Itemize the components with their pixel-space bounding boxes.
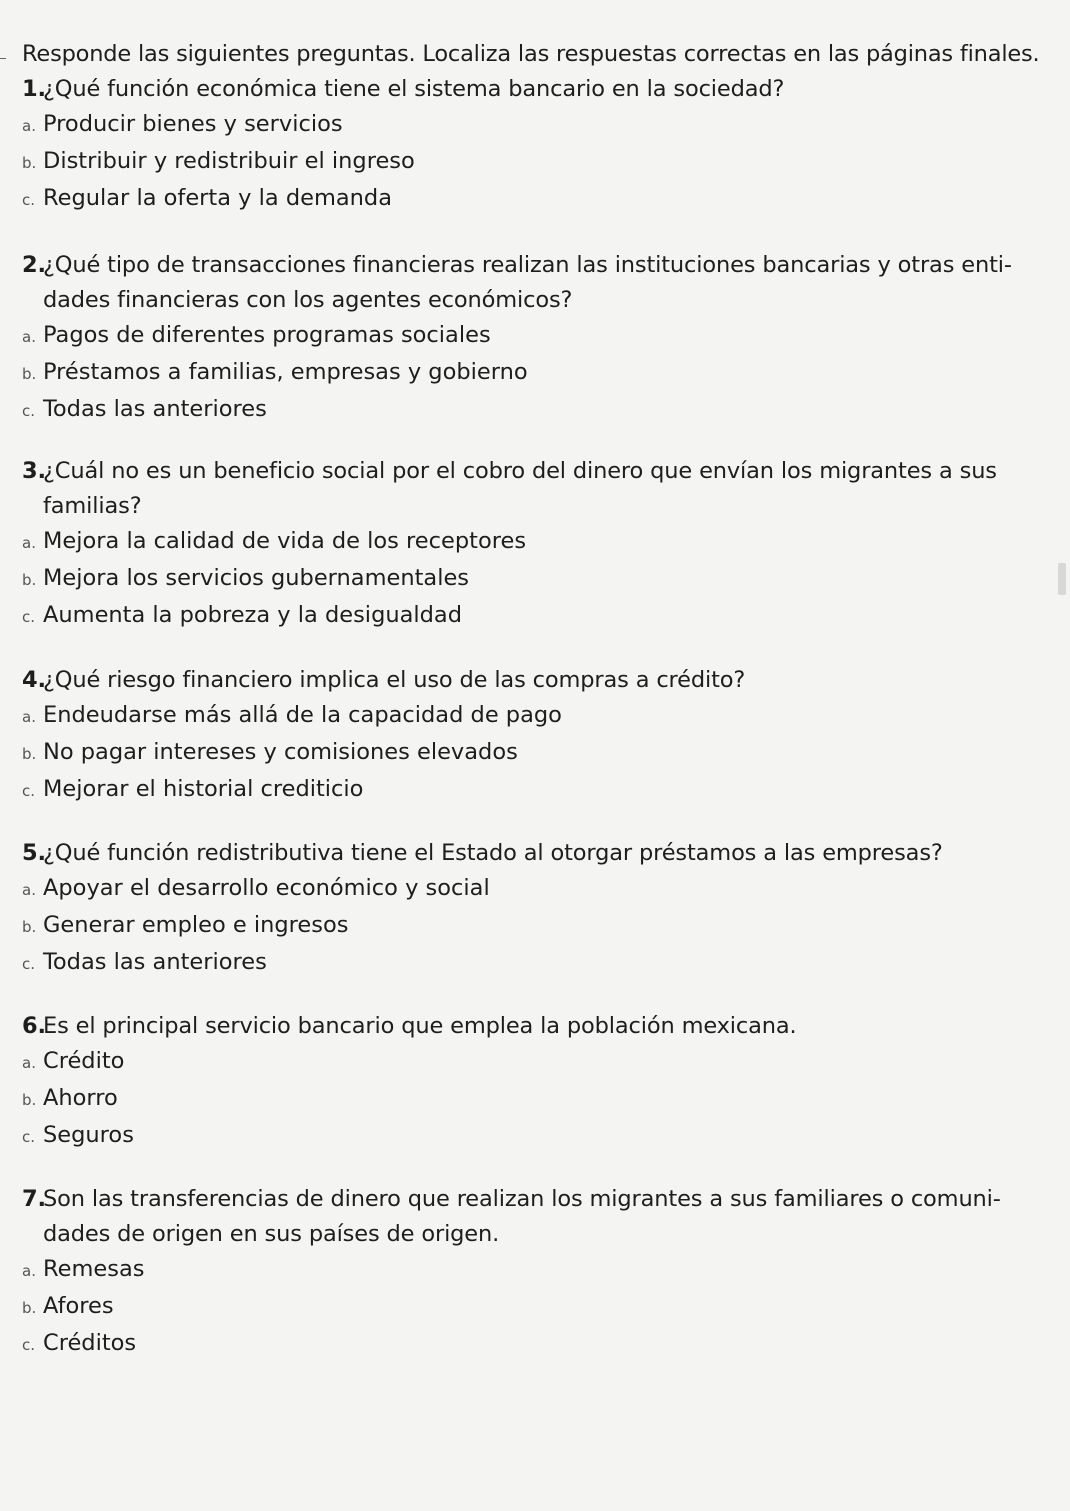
question-7-number: 7. (22, 1186, 46, 1212)
option-letter: a. (22, 708, 36, 726)
question-6 (22, 1009, 1062, 1155)
question-2-line-1 (22, 248, 1062, 283)
option-letter: b. (22, 365, 37, 383)
question-7-text: Son las transferencias de dinero que realizan los migrantes a sus familiares o comuni- (43, 1186, 1001, 1212)
option-letter: b. (22, 154, 37, 172)
question-1-option-c (22, 181, 1062, 218)
option-text: Producir bienes y servicios (43, 111, 343, 137)
question-6-option-b (22, 1081, 1062, 1118)
option-text: Aumenta la pobreza y la desigualdad (43, 602, 462, 628)
question-7-line-1 (22, 1182, 1062, 1217)
question-7-option-a (22, 1252, 1062, 1289)
option-text: Todas las anteriores (43, 949, 267, 975)
option-text: Seguros (43, 1122, 134, 1148)
question-2-text: ¿Qué tipo de transacciones financieras realizan las instituciones bancarias y otras enti- (43, 252, 1012, 278)
question-5-option-a (22, 871, 1062, 908)
question-4-option-b (22, 735, 1062, 772)
question-4-option-a (22, 698, 1062, 735)
question-4-number: 4. (22, 667, 46, 693)
question-3-text: ¿Cuál no es un beneficio social por el cobro del dinero que envían los migrantes a sus (43, 458, 997, 484)
question-4-option-c (22, 772, 1062, 809)
question-3-option-a (22, 524, 1062, 561)
question-6-line-1 (22, 1009, 1062, 1044)
question-1-text: ¿Qué función económica tiene el sistema bancario en la sociedad? (43, 76, 785, 102)
option-text: Distribuir y redistribuir el ingreso (43, 148, 415, 174)
option-letter: c. (22, 191, 36, 209)
option-letter: c. (22, 1128, 36, 1146)
question-5-text: ¿Qué función redistributiva tiene el Estado al otorgar préstamos a las empresas? (43, 840, 943, 866)
option-text: Apoyar el desarrollo económico y social (43, 875, 490, 901)
question-3-option-b (22, 561, 1062, 598)
question-2-option-b (22, 355, 1062, 392)
option-text: Generar empleo e ingresos (43, 912, 349, 938)
question-1-line-1 (22, 72, 1062, 107)
question-3-number: 3. (22, 458, 46, 484)
option-letter: a. (22, 328, 36, 346)
question-2-line-2: dades financieras con los agentes económicos? (43, 287, 573, 313)
option-text: Crédito (43, 1048, 125, 1074)
instruction-text: Responde las siguientes preguntas. Localiza las respuestas correctas en las páginas finales. (22, 41, 1040, 67)
option-letter: b. (22, 745, 37, 763)
option-letter: a. (22, 1054, 36, 1072)
option-text: Créditos (43, 1330, 137, 1356)
option-text: Mejora los servicios gubernamentales (43, 565, 470, 591)
question-4-text: ¿Qué riesgo financiero implica el uso de las compras a crédito? (43, 667, 746, 693)
question-5-option-c (22, 945, 1062, 982)
option-letter: a. (22, 534, 36, 552)
option-text: Endeudarse más allá de la capacidad de pago (43, 702, 562, 728)
question-1-number: 1. (22, 76, 46, 102)
scan-smudge (1058, 563, 1066, 595)
question-7-option-b (22, 1289, 1062, 1326)
question-6-option-c (22, 1118, 1062, 1155)
option-letter: c. (22, 782, 36, 800)
question-3-option-c (22, 598, 1062, 635)
question-5-option-b (22, 908, 1062, 945)
option-text: Regular la oferta y la demanda (43, 185, 393, 211)
option-letter: b. (22, 1091, 37, 1109)
page-edge-mark (0, 58, 6, 59)
question-2-number: 2. (22, 252, 46, 278)
option-letter: b. (22, 571, 37, 589)
option-text: Mejorar el historial crediticio (43, 776, 364, 802)
question-7 (22, 1182, 1062, 1363)
option-text: Todas las anteriores (43, 396, 267, 422)
question-7-option-c (22, 1326, 1062, 1363)
question-1 (22, 72, 1062, 218)
option-text: Ahorro (43, 1085, 118, 1111)
option-text: No pagar intereses y comisiones elevados (43, 739, 518, 765)
question-3-line-2: familias? (43, 493, 142, 519)
option-text: Afores (43, 1293, 114, 1319)
option-text: Remesas (43, 1256, 145, 1282)
option-letter: a. (22, 117, 36, 135)
option-letter: c. (22, 1336, 36, 1354)
option-letter: b. (22, 918, 37, 936)
question-3-line-1 (22, 454, 1062, 489)
option-text: Pagos de diferentes programas sociales (43, 322, 491, 348)
question-2-option-a (22, 318, 1062, 355)
question-5-line-1 (22, 836, 1062, 871)
question-6-text: Es el principal servicio bancario que emplea la población mexicana. (43, 1013, 797, 1039)
option-letter: c. (22, 608, 36, 626)
question-2-option-c (22, 392, 1062, 429)
option-letter: a. (22, 881, 36, 899)
question-2 (22, 248, 1062, 429)
option-text: Préstamos a familias, empresas y gobierno (43, 359, 528, 385)
question-1-option-a (22, 107, 1062, 144)
option-letter: c. (22, 955, 36, 973)
question-7-line-2: dades de origen en sus países de origen. (43, 1221, 500, 1247)
question-3 (22, 454, 1062, 635)
option-letter: b. (22, 1299, 37, 1317)
question-4-line-1 (22, 663, 1062, 698)
option-letter: c. (22, 402, 36, 420)
question-5-number: 5. (22, 840, 46, 866)
question-5 (22, 836, 1062, 982)
option-text: Mejora la calidad de vida de los receptores (43, 528, 527, 554)
question-1-option-b (22, 144, 1062, 181)
option-letter: a. (22, 1262, 36, 1280)
question-4 (22, 663, 1062, 809)
question-6-number: 6. (22, 1013, 46, 1039)
question-6-option-a (22, 1044, 1062, 1081)
